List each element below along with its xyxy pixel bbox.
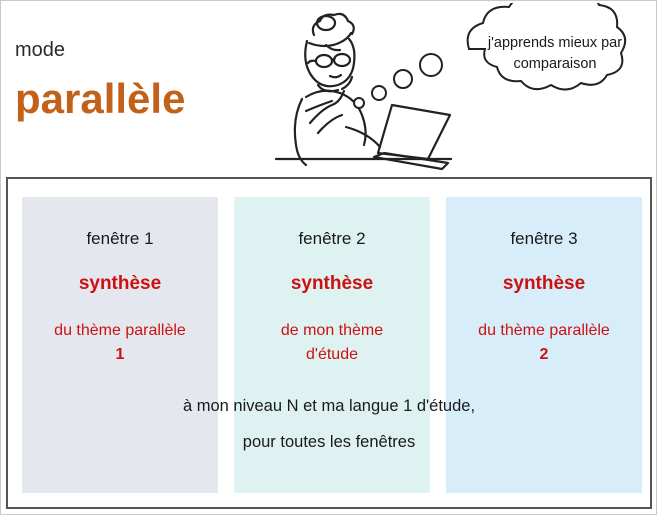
window-2-subtitle bbox=[234, 319, 430, 367]
header bbox=[1, 1, 656, 173]
window-columns bbox=[8, 179, 650, 507]
window-1-subtitle-line2: 1 bbox=[115, 346, 125, 363]
window-1-title: fenêtre 1 bbox=[86, 229, 154, 248]
window-3-highlight: synthèse bbox=[502, 273, 586, 294]
parallel-mode-panel bbox=[6, 177, 652, 509]
window-3-subtitle-line2: 2 bbox=[539, 346, 549, 363]
window-3-subtitle-line1: du thème parallèle bbox=[478, 322, 610, 339]
window-2-highlight: synthèse bbox=[290, 273, 374, 294]
panel-footer-line-1: à mon niveau N et ma langue 1 d'étude, bbox=[182, 397, 476, 415]
window-2-subtitle-line2: d'étude bbox=[306, 346, 358, 363]
mode-label: mode bbox=[15, 39, 66, 61]
thought-bubble bbox=[341, 3, 651, 133]
window-2-subtitle-line1: de mon thème bbox=[280, 322, 384, 339]
mode-title: parallèle bbox=[15, 75, 186, 122]
window-3-subtitle bbox=[446, 319, 642, 367]
thought-bubble-text: j'apprends mieux par comparaison bbox=[487, 35, 623, 72]
window-1-subtitle-line1: du thème parallèle bbox=[54, 322, 186, 339]
window-1-highlight: synthèse bbox=[78, 273, 162, 294]
window-3-title: fenêtre 3 bbox=[510, 229, 578, 248]
panel-footer-line-2: pour toutes les fenêtres bbox=[242, 433, 416, 451]
window-1-subtitle bbox=[22, 319, 218, 367]
window-2-title: fenêtre 2 bbox=[298, 229, 366, 248]
